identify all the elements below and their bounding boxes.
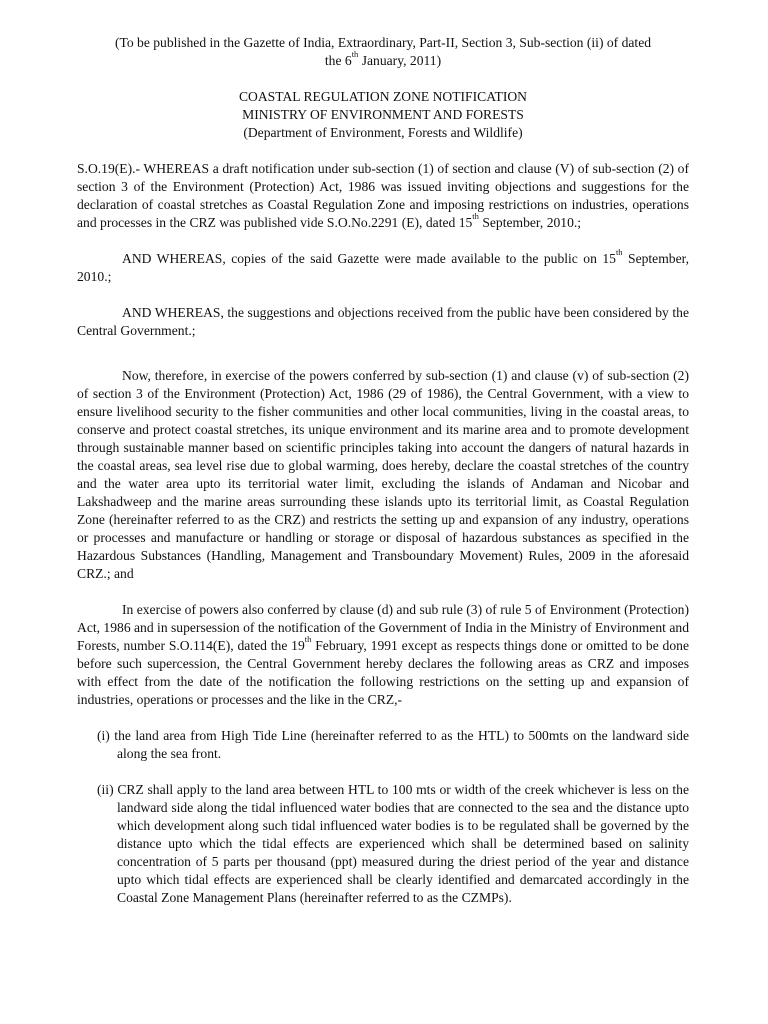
gazette-date-rest: January, 2011) [358,53,442,68]
ordinal-suffix: th [472,211,479,222]
ordinal-suffix: th [304,634,312,645]
paragraph-text: February, 1991 except as respects things done or omitted to be done before such supercession, the Central Government hereby declares the following areas as CRZ and imposes with effect from the date of the notification the following restrictions on the setting up and expansion of industries, operations or processes and the like in the CRZ,- [77,638,689,707]
document-page [77,34,689,907]
list-item-i: (i) the land area from High Tide Line (hereinafter referred to as the HTL) to 500mts on the landward side along the sea front. [97,728,689,761]
paragraph-text: AND WHEREAS, copies of the said Gazette were made available to the public on 15 [122,251,616,266]
ordinal-suffix: th [615,247,623,258]
list-item-ii: (ii) CRZ shall apply to the land area between HTL to 100 mts or width of the creek whichever is less on the landward side along the tidal influenced water bodies that are connected to the sea and the distance upto which development along such tidal influenced water bodies is to be regulated shall be governed by the distance upto which the tidal effects are experienced which shall be determined based on salinity concentration of 5 parts per thousand (ppt) measured during the driest period of the year and distance upto which tidal effects are experienced shall be clearly identified and demarcated accordingly in the Coastal Zone Management Plans (hereinafter referred to as the CZMPs). [97,782,689,905]
gazette-line-1: (To be published in the Gazette of India, Extraordinary, Part-II, Section 3, Sub-section (ii) of dated [114,35,652,50]
gazette-date-suffix: th [351,49,359,60]
paragraph-text: In exercise of powers also conferred by clause (d) and sub rule (3) of rule 5 of Environment (Protection) Act, 1986 and in supersession of the notification of the Government of India in the Ministry of Environment and Forests, number S.O.114(E), dated the 19 [77,602,689,653]
gazette-header [77,34,689,70]
department-name: (Department of Environment, Forests and Wildlife) [243,125,523,140]
paragraph-in-exercise [77,601,689,709]
ministry-name: MINISTRY OF ENVIRONMENT AND FORESTS [242,107,524,122]
paragraph-whereas-draft [77,160,689,232]
document-title: COASTAL REGULATION ZONE NOTIFICATION [238,89,527,104]
paragraph-text: September, 2010.; [478,215,582,230]
document-title-block [77,88,689,142]
gazette-line-2 [77,49,689,70]
paragraph-text: S.O.19(E).- WHEREAS a draft notification under sub-section (1) of section and clause (V) of sub-section (2) of section 3 of the Environment (Protection) Act, 1986 was issued inviting objections and suggestions for the declaration of coastal stretches as Coastal Regulation Zone and imposing restrictions on industries, operations and processes in the CRZ was published vide S.O.No.2291 (E), dated 15 [77,161,689,230]
crz-areas-list [97,727,689,907]
paragraph-now-therefore: Now, therefore, in exercise of the powers conferred by sub-section (1) and clause (v) of sub-section (2) of section 3 of the Environment (Protection) Act, 1986 (29 of 1986), the Central Government, with a view to ensure livelihood security to the fisher communities and other local communities, living in the coastal areas, to conserve and protect coastal stretches, its unique environment and its marine area and to promote development through sustainable manner based on scientific principles taking into account the dangers of natural hazards in the coastal areas, sea level rise due to global warming, does hereby, declare the coastal stretches of the country and the water area upto its territorial water limit, excluding the islands of Andaman and Nicobar and Lakshadweep and the marine areas surrounding these islands upto its territorial limit, as Coastal Regulation Zone (hereinafter referred to as the CRZ) and restricts the setting up and expansion of any industry, operations or processes and manufacture or handling or storage or disposal of hazardous substances as specified in the Hazardous Substances (Handling, Management and Transboundary Movement) Rules, 2009 in the aforesaid CRZ.; and [77,368,689,581]
paragraph-text: September, 2010.; [77,251,689,284]
paragraph-whereas-suggestions: AND WHEREAS, the suggestions and objections received from the public have been considered by the Central Government.; [77,305,689,338]
gazette-date-prefix: the 6 [324,53,352,68]
paragraph-whereas-copies [77,247,689,286]
